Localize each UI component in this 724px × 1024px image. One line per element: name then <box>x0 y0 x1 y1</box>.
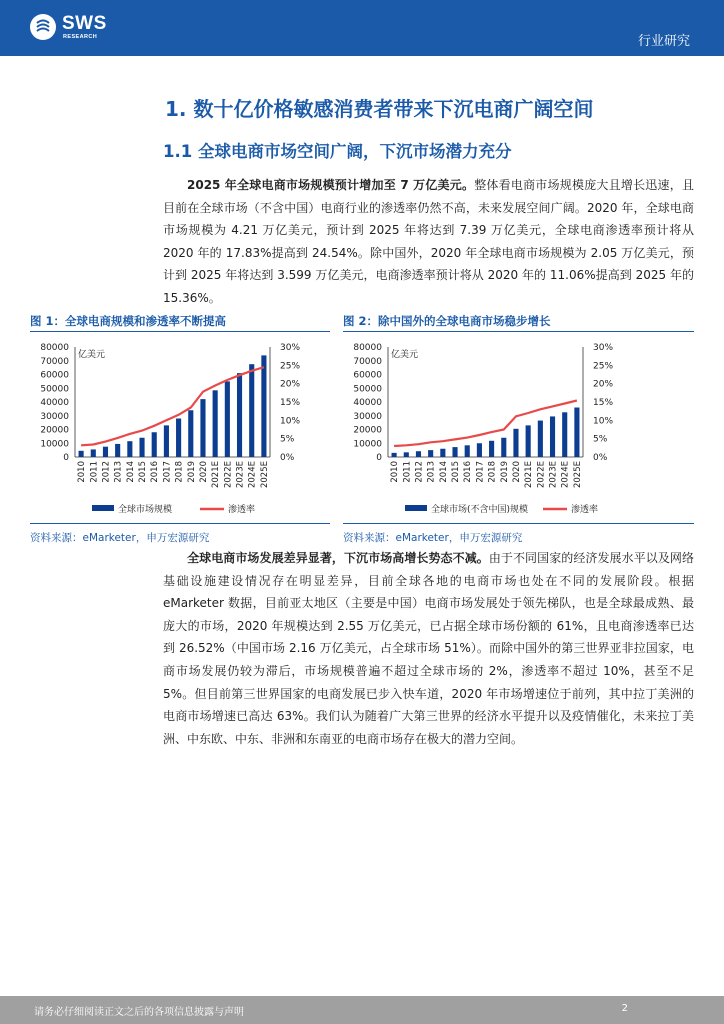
page-footer <box>0 996 724 1024</box>
y-tick-label: 30000 <box>353 411 382 422</box>
figure2-divider <box>343 331 694 332</box>
figure1-divider <box>30 331 330 332</box>
bar <box>489 441 494 457</box>
legend-label: 渗透率 <box>228 505 256 515</box>
y2-tick-label: 25% <box>280 361 301 372</box>
y2-tick-label: 20% <box>593 379 614 390</box>
subsection-heading: 1.1 全球电商市场空间广阔，下沉市场潜力充分 <box>163 142 512 161</box>
y-tick-label: 60000 <box>353 370 382 381</box>
y-tick-label: 20000 <box>40 425 69 436</box>
disclaimer-text: 请务必仔细阅读正文之后的各项信息披露与声明 <box>34 1007 244 1018</box>
y-tick-label: 50000 <box>40 384 69 395</box>
paragraph-market-differences <box>163 547 694 750</box>
bar <box>526 425 531 457</box>
figure1-bottom-divider <box>30 523 330 524</box>
series-line <box>394 401 577 447</box>
bar <box>103 447 108 457</box>
page-number: 2 <box>621 1003 628 1014</box>
legend-swatch-bar <box>92 505 114 511</box>
y2-tick-label: 25% <box>593 361 614 372</box>
unit-label: 亿美元 <box>78 350 106 360</box>
bar <box>139 438 144 457</box>
x-tick-label: 2020 <box>511 461 522 483</box>
figure2-source: 资料来源：eMarketer，申万宏源研究 <box>343 532 523 544</box>
bar <box>501 438 506 457</box>
bar <box>477 443 482 457</box>
y2-tick-label: 15% <box>280 398 301 408</box>
bar <box>416 451 421 457</box>
y2-tick-label: 20% <box>280 379 301 390</box>
x-tick-label: 2019 <box>499 461 510 483</box>
y-tick-label: 80000 <box>353 343 382 353</box>
y-tick-label: 60000 <box>40 370 69 381</box>
x-tick-label: 2020 <box>198 461 209 483</box>
y2-tick-label: 5% <box>280 434 295 445</box>
y-tick-label: 0 <box>376 453 382 463</box>
paragraph-market-size <box>163 174 694 310</box>
chart-global-ex-china-ecommerce <box>343 335 643 520</box>
x-tick-label: 2010 <box>77 461 88 483</box>
x-tick-label: 2019 <box>186 461 197 483</box>
chart-global-ecommerce <box>30 335 330 520</box>
y2-tick-label: 5% <box>593 434 608 445</box>
bar <box>115 444 120 457</box>
bar <box>176 419 181 458</box>
y2-tick-label: 0% <box>593 453 608 463</box>
bar <box>91 449 96 457</box>
bar <box>513 429 518 457</box>
y-tick-label: 50000 <box>353 384 382 395</box>
bar <box>440 449 445 457</box>
y2-tick-label: 0% <box>280 453 295 463</box>
legend-label: 全球市场(不含中国)规模 <box>431 505 529 515</box>
x-tick-label: 2023E <box>548 461 559 489</box>
x-tick-label: 2017 <box>475 461 486 483</box>
paragraph-lead: 全球电商市场发展差异显著，下沉市场高增长势态不减。 <box>187 551 489 565</box>
y2-tick-label: 10% <box>280 416 301 427</box>
bar <box>574 408 579 457</box>
bar <box>213 390 218 457</box>
paragraph-body: 整体看电商市场规模庞大且增长迅速，且目前在全球市场（不含中国）电商行业的渗透率仍然不高，未来发展空间广阔。2020 年，全球电商市场规模为 4.21 万亿美元，预计到 2025 年将达到 7.39 万亿美元，全球电商渗透率预计将从 2020 年的 17.83%提高到 24.54%。除中国外，2020 年全球电商市场规模为 2.05 万亿美元，预计到 2025 年将达到 3.599 万亿美元，电商渗透率预计将从 2020 年的 11.06%提高到 2025 年的 15.36%。 <box>163 178 694 305</box>
paragraph-lead: 2025 年全球电商市场规模预计增加至 7 万亿美元。 <box>187 178 475 192</box>
x-tick-label: 2011 <box>402 461 413 483</box>
paragraph-body: 由于不同国家的经济发展水平以及网络基础设施建设情况存在明显差异，目前全球各地的电商市场也处在不同的发展阶段。根据 eMarketer 数据，目前亚太地区（主要是中国）电商市场发展处于领先梯队，也是全球最成熟、最庞大的市场，2020 年规模达到 2.55 万亿美元，已占据全球市场份额的 61%，且电商渗透率已达到 26.52%（中国市场 2.16 万亿美元，占全球市场 51%）。而除中国外的第三世界亚非拉国家，电商市场发展仍较为滞后，市场规模普遍不超过全球市场的 2%，渗透率不超过 10%，甚至不足 5%。但目前第三世界国家的电商发展已步入快车道，2020 年市场增速位于前列，其中拉丁美洲的电商市场增速已高达 63%。我们认为随着广大第三世界的经济水平提升以及疫情催化，未来拉丁美洲、中东欧、中东、非洲和东南亚的电商市场存在极大的潜力空间。 <box>163 551 694 746</box>
bar <box>562 412 567 457</box>
x-tick-label: 2014 <box>125 461 136 483</box>
legend-label: 全球市场规模 <box>118 505 173 515</box>
figure1-source: 资料来源：eMarketer，申万宏源研究 <box>30 532 210 544</box>
x-tick-label: 2024E <box>560 461 571 489</box>
bar <box>127 441 132 457</box>
legend-swatch-bar <box>405 505 427 511</box>
bar <box>452 447 457 457</box>
bar <box>428 450 433 457</box>
bar <box>237 373 242 457</box>
bar <box>249 364 254 457</box>
x-tick-label: 2025E <box>259 461 270 489</box>
series-line <box>81 367 264 445</box>
x-tick-label: 2010 <box>390 461 401 483</box>
x-tick-label: 2016 <box>463 461 474 483</box>
bar <box>465 445 470 457</box>
bar <box>550 416 555 457</box>
y-tick-label: 10000 <box>40 439 69 450</box>
logo-text: SWS <box>62 13 107 34</box>
bar <box>200 399 205 457</box>
y-tick-label: 10000 <box>353 439 382 450</box>
x-tick-label: 2012 <box>101 461 112 483</box>
bar <box>261 355 266 457</box>
x-tick-label: 2022E <box>223 461 234 489</box>
figure1-title: 图 1：全球电商规模和渗透率不断提高 <box>30 314 227 328</box>
y-tick-label: 0 <box>63 453 69 463</box>
section-heading: 1. 数十亿价格敏感消费者带来下沉电商广阔空间 <box>165 97 594 121</box>
bar <box>164 425 169 457</box>
y-tick-label: 40000 <box>40 398 69 408</box>
bar <box>188 410 193 457</box>
x-tick-label: 2023E <box>235 461 246 489</box>
x-tick-label: 2017 <box>162 461 173 483</box>
bar <box>538 421 543 457</box>
x-tick-label: 2021E <box>524 461 535 489</box>
x-tick-label: 2014 <box>438 461 449 483</box>
legend-label: 渗透率 <box>571 505 599 515</box>
x-tick-label: 2021E <box>211 461 222 489</box>
y-tick-label: 80000 <box>40 343 69 353</box>
y2-tick-label: 30% <box>593 343 614 353</box>
y-tick-label: 70000 <box>353 356 382 367</box>
y2-tick-label: 30% <box>280 343 301 353</box>
x-tick-label: 2015 <box>138 461 149 483</box>
x-tick-label: 2018 <box>174 461 185 483</box>
y2-tick-label: 15% <box>593 398 614 408</box>
x-tick-label: 2016 <box>150 461 161 483</box>
logo-emblem-icon <box>30 14 56 40</box>
unit-label: 亿美元 <box>391 350 419 360</box>
bar <box>79 451 84 457</box>
x-tick-label: 2011 <box>89 461 100 483</box>
sws-logo <box>30 12 110 44</box>
x-tick-label: 2015 <box>451 461 462 483</box>
x-tick-label: 2024E <box>247 461 258 489</box>
figure2-bottom-divider <box>343 523 694 524</box>
x-tick-label: 2013 <box>113 461 124 483</box>
y2-tick-label: 10% <box>593 416 614 427</box>
page-header <box>0 0 724 56</box>
x-tick-label: 2018 <box>487 461 498 483</box>
y-tick-label: 40000 <box>353 398 382 408</box>
figure2-title: 图 2：除中国外的全球电商市场稳步增长 <box>343 314 551 328</box>
x-tick-label: 2013 <box>426 461 437 483</box>
x-tick-label: 2022E <box>536 461 547 489</box>
bar <box>392 453 397 457</box>
bar <box>225 381 230 457</box>
report-category: 行业研究 <box>637 34 690 49</box>
logo-subtext: RESEARCH <box>63 34 98 40</box>
x-tick-label: 2025E <box>572 461 583 489</box>
bar <box>404 452 409 457</box>
bar <box>152 432 157 457</box>
y-tick-label: 70000 <box>40 356 69 367</box>
y-tick-label: 20000 <box>353 425 382 436</box>
x-tick-label: 2012 <box>414 461 425 483</box>
y-tick-label: 30000 <box>40 411 69 422</box>
